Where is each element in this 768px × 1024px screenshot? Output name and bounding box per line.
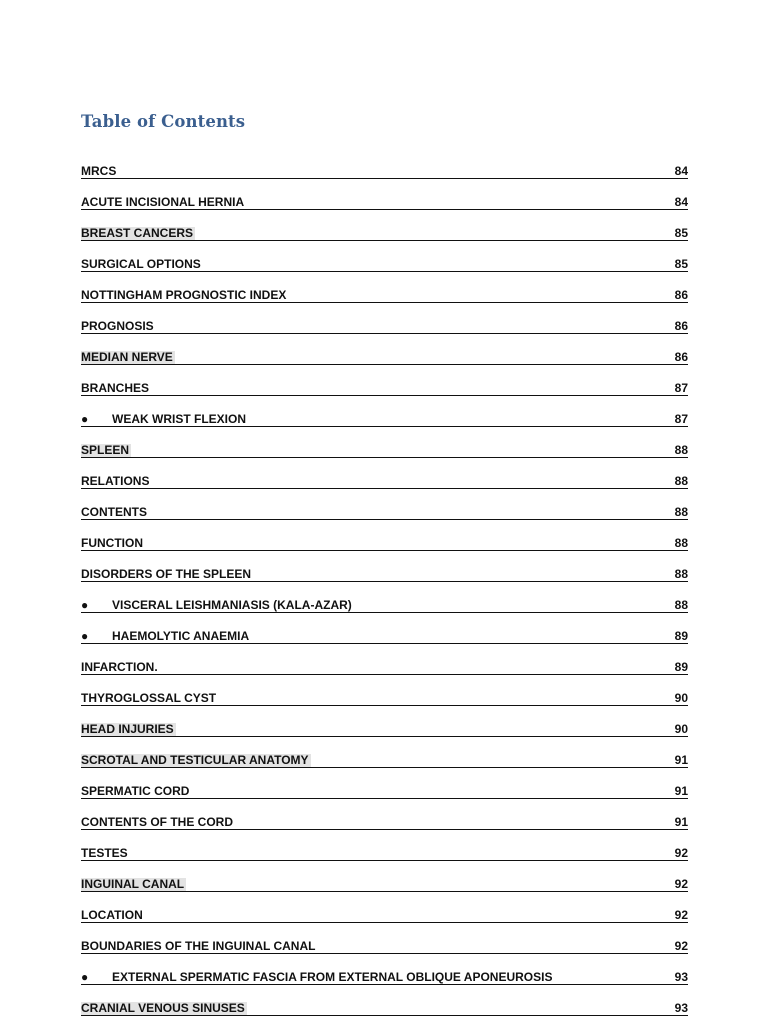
toc-page-number: 92 (674, 939, 688, 953)
toc-entry-label: INFARCTION. (81, 660, 158, 674)
toc-page-number: 92 (674, 877, 688, 891)
toc-entry[interactable] (81, 768, 688, 799)
toc-entry-label: SPLEEN (81, 443, 130, 457)
toc-entry-label: HAEMOLYTIC ANAEMIA (112, 629, 250, 643)
toc-page-number: 86 (674, 288, 688, 302)
toc-entry-label: BRANCHES (81, 381, 150, 395)
toc-entry[interactable] (81, 303, 688, 334)
toc-entry-label: LOCATION (81, 908, 143, 922)
toc-page-number: 87 (674, 381, 688, 395)
toc-page-number: 89 (674, 660, 688, 674)
toc-page-number: 87 (674, 412, 688, 426)
toc-page-number: 92 (674, 908, 688, 922)
toc-entry[interactable] (81, 272, 688, 303)
toc-leader-line (81, 505, 688, 520)
toc-entry-label: ACUTE INCISIONAL HERNIA (81, 195, 245, 209)
toc-entry[interactable] (81, 644, 688, 675)
toc-page-number: 88 (674, 474, 688, 488)
toc-page-number: 86 (674, 350, 688, 364)
toc-entry[interactable] (81, 799, 688, 830)
toc-entry[interactable] (81, 241, 688, 272)
toc-heading: Table of Contents (81, 112, 246, 131)
toc-leader-line (81, 443, 688, 458)
toc-page-number: 85 (674, 257, 688, 271)
toc-page-number: 90 (674, 691, 688, 705)
toc-leader-line (81, 846, 688, 861)
toc-entry[interactable] (81, 148, 688, 179)
toc-page-number: 92 (674, 846, 688, 860)
toc-page-number: 88 (674, 598, 688, 612)
toc-entry[interactable] (81, 923, 688, 954)
toc-leader-line (81, 536, 688, 551)
toc-entry[interactable] (81, 427, 688, 458)
toc-entry-label: INGUINAL CANAL (81, 877, 185, 891)
bullet-icon: ● (81, 970, 89, 984)
toc-page-number: 88 (674, 443, 688, 457)
toc-entry[interactable] (81, 179, 688, 210)
toc-entry[interactable] (81, 365, 688, 396)
toc-page-number: 84 (674, 195, 688, 209)
toc-entry-label: SURGICAL OPTIONS (81, 257, 201, 271)
toc-page-number: 91 (674, 784, 688, 798)
toc-entry-label: SPERMATIC CORD (81, 784, 190, 798)
toc-leader-line (81, 319, 688, 334)
toc-entry-label: MRCS (81, 164, 117, 178)
toc-page-number: 93 (674, 970, 688, 984)
toc-entry[interactable] (81, 396, 688, 427)
toc-entry-label: FUNCTION (81, 536, 143, 550)
toc-entry[interactable] (81, 706, 688, 737)
toc-leader-line (81, 381, 688, 396)
toc-leader-line (81, 660, 688, 675)
toc-entry[interactable] (81, 551, 688, 582)
toc-entry[interactable] (81, 892, 688, 923)
toc-entry[interactable] (81, 675, 688, 706)
toc-leader-line (81, 908, 688, 923)
toc-page-number: 93 (674, 1001, 688, 1015)
toc-leader-line (81, 164, 688, 179)
toc-page-number: 88 (674, 536, 688, 550)
toc-entry-label: CRANIAL VENOUS SINUSES (81, 1001, 245, 1015)
toc-page-number: 91 (674, 815, 688, 829)
toc-entry[interactable] (81, 737, 688, 768)
toc-entry[interactable] (81, 210, 688, 241)
toc-page-number: 86 (674, 319, 688, 333)
toc-entry[interactable] (81, 613, 688, 644)
bullet-icon: ● (81, 598, 89, 612)
toc-entry[interactable] (81, 520, 688, 551)
toc-entry-label: CONTENTS OF THE CORD (81, 815, 233, 829)
toc-entry-label: THYROGLOSSAL CYST (81, 691, 217, 705)
toc-entry[interactable] (81, 582, 688, 613)
toc-entry-label: PROGNOSIS (81, 319, 154, 333)
toc-entry-label: BOUNDARIES OF THE INGUINAL CANAL (81, 939, 316, 953)
toc-entry-label: MEDIAN NERVE (81, 350, 173, 364)
toc-entry[interactable] (81, 861, 688, 892)
toc-entry-label: CONTENTS (81, 505, 147, 519)
toc-entry-label: DISORDERS OF THE SPLEEN (81, 567, 252, 581)
toc-page-number: 85 (674, 226, 688, 240)
bullet-icon: ● (81, 412, 89, 426)
toc-page-number: 90 (674, 722, 688, 736)
toc-page-number: 91 (674, 753, 688, 767)
toc-entry-label: NOTTINGHAM PROGNOSTIC INDEX (81, 288, 287, 302)
toc-page-number: 89 (674, 629, 688, 643)
toc-entry-label: VISCERAL LEISHMANIASIS (KALA-AZAR) (112, 598, 352, 612)
toc-list (81, 148, 688, 1016)
toc-entry[interactable] (81, 489, 688, 520)
toc-page-number: 84 (674, 164, 688, 178)
toc-entry-label: EXTERNAL SPERMATIC FASCIA FROM EXTERNAL OBLIQUE APONEUROSIS (112, 970, 553, 984)
toc-entry-label: TESTES (81, 846, 128, 860)
toc-entry[interactable] (81, 985, 688, 1016)
bullet-icon: ● (81, 629, 89, 643)
toc-entry-label: HEAD INJURIES (81, 722, 174, 736)
toc-entry-label: SCROTAL AND TESTICULAR ANATOMY (81, 753, 309, 767)
toc-entry-label: WEAK WRIST FLEXION (112, 412, 246, 426)
toc-entry[interactable] (81, 954, 688, 985)
toc-entry[interactable] (81, 334, 688, 365)
toc-page-number: 88 (674, 505, 688, 519)
toc-entry-label: RELATIONS (81, 474, 150, 488)
toc-page-number: 88 (674, 567, 688, 581)
toc-entry[interactable] (81, 830, 688, 861)
toc-entry-label: BREAST CANCERS (81, 226, 194, 240)
toc-leader-line (81, 474, 688, 489)
toc-entry[interactable] (81, 458, 688, 489)
